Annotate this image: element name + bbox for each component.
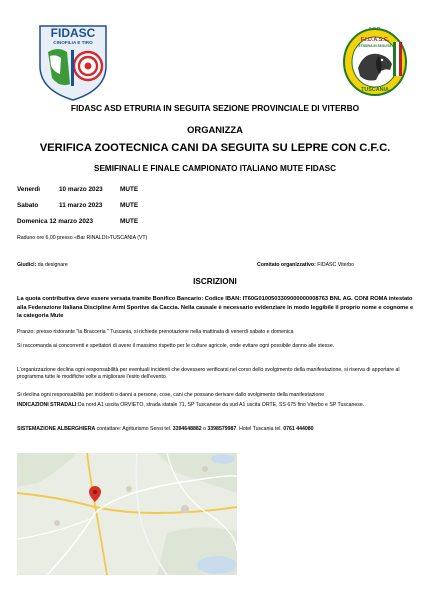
svg-text:ETRURIA IN SEGUITA: ETRURIA IN SEGUITA bbox=[358, 44, 392, 48]
location-map[interactable] bbox=[17, 453, 237, 575]
organizer-heading: FIDASC ASD ETRURIA IN SEGUITA SEZIONE PROVINCIALE DI VITERBO bbox=[70, 103, 360, 113]
iscrizioni-heading: ISCRIZIONI bbox=[193, 277, 237, 286]
schedule-type: MUTE bbox=[120, 186, 139, 193]
phone-agriturismo-1: 3394648882 bbox=[172, 426, 202, 432]
giudici-label: Giudici: bbox=[17, 262, 37, 268]
comitato-line bbox=[257, 262, 354, 268]
schedule-day: Sabato bbox=[17, 202, 39, 209]
schedule-date: 10 marzo 2023 bbox=[59, 186, 103, 193]
fidasc-logo bbox=[34, 22, 112, 102]
organizza-heading: ORGANIZZA bbox=[187, 124, 243, 135]
giudici-value: da designare bbox=[36, 262, 68, 268]
schedule-type: MUTE bbox=[120, 202, 139, 209]
comitato-label: Comitato organizzativo: bbox=[257, 262, 316, 268]
sistemazione-or: o bbox=[201, 426, 208, 432]
responsabilita-paragraph: L'organizzazione declina ogni responsabilità per eventuali incidenti che dovessero verificarsi nel corso dello svolgimento della manifestazione, si riserva di apportare al programma tutte le modifiche volte a migliorare l'esito dell'evento. bbox=[17, 367, 400, 381]
svg-text:CINOFILIA E TIRO: CINOFILIA E TIRO bbox=[53, 40, 93, 45]
schedule-day: Domenica 12 marzo 2023 bbox=[17, 218, 94, 225]
phone-hotel: 0761 444080 bbox=[283, 426, 314, 432]
page-title: VERIFICA ZOOTECNICA CANI DA SEGUITA SU LEPRE CON C.F.C. bbox=[39, 142, 391, 154]
schedule-type: MUTE bbox=[120, 218, 139, 225]
indicazioni-label: INDICAZIONI STRADALI bbox=[17, 402, 77, 408]
sistemazione-paragraph bbox=[17, 426, 415, 433]
indicazioni-paragraph bbox=[17, 402, 415, 409]
raduno-note: Raduno ore 6,00 presso «Bar RINALDI»TUSCANIA (VT) bbox=[17, 235, 148, 241]
svg-text:FIDASC: FIDASC bbox=[50, 26, 96, 40]
page-subtitle: SEMIFINALI E FINALE CAMPIONATO ITALIANO MUTE FIDASC bbox=[94, 164, 336, 173]
schedule-date: 11 marzo 2023 bbox=[59, 202, 103, 209]
svg-text:TUSCANIA: TUSCANIA bbox=[361, 87, 389, 93]
sistemazione-label: SISTEMAZIONE ALBERGHIERA bbox=[17, 426, 96, 432]
pranzo-paragraph: Pranzo: presso ristorante "la Bracceria " Tuscania, si richiede prenotazione nella mattinata di venerdì sabato e domenica bbox=[17, 329, 294, 335]
comitato-value: FIDASC Viterbo bbox=[315, 262, 355, 268]
phone-agriturismo-2: 3398579987 bbox=[207, 426, 237, 432]
sistemazione-text: contattare: Agriturismo Sensi tel. bbox=[95, 426, 173, 432]
quota-paragraph: La quota contributiva deve essere versata tramite Bonifico Bancario: Codice IBAN: IT60G0100503309000000008763 BNL AG. CONI ROMA intestato alla Federazione Italiana Discipline Armi Sportive da Caccia. Nella causale è necessario evidenziare in modo leggibile il proprio nome e cognome e la categoria Mute bbox=[17, 296, 414, 320]
etruria-seal-logo bbox=[342, 24, 408, 98]
sistemazione-hotel: . Hotel Tuscania tel. bbox=[236, 426, 284, 432]
indicazioni-text: :Da nord A1 uscita ORVIETO, strada statale 71, SP Tuscanese da sud A1 uscita ORTE, SS 675 fino Viterbo e SP Tuscanese. bbox=[76, 402, 365, 408]
giudici-line bbox=[17, 262, 68, 268]
schedule-day: Venerdì bbox=[17, 186, 41, 193]
svg-text:F.I.D.A.S.C.: F.I.D.A.S.C. bbox=[360, 37, 390, 43]
rispetto-paragraph: Si raccomanda ai concorrenti e spettatori di avere il massimo rispetto per le culture agricole, onde evitare ogni possibile danno alle stesse. bbox=[17, 343, 335, 349]
danni-paragraph: Si declina ogni responsabilità per incidenti o danni a persone, cose, cani che possano derivare dallo svolgimento della manifestazione bbox=[17, 392, 325, 398]
